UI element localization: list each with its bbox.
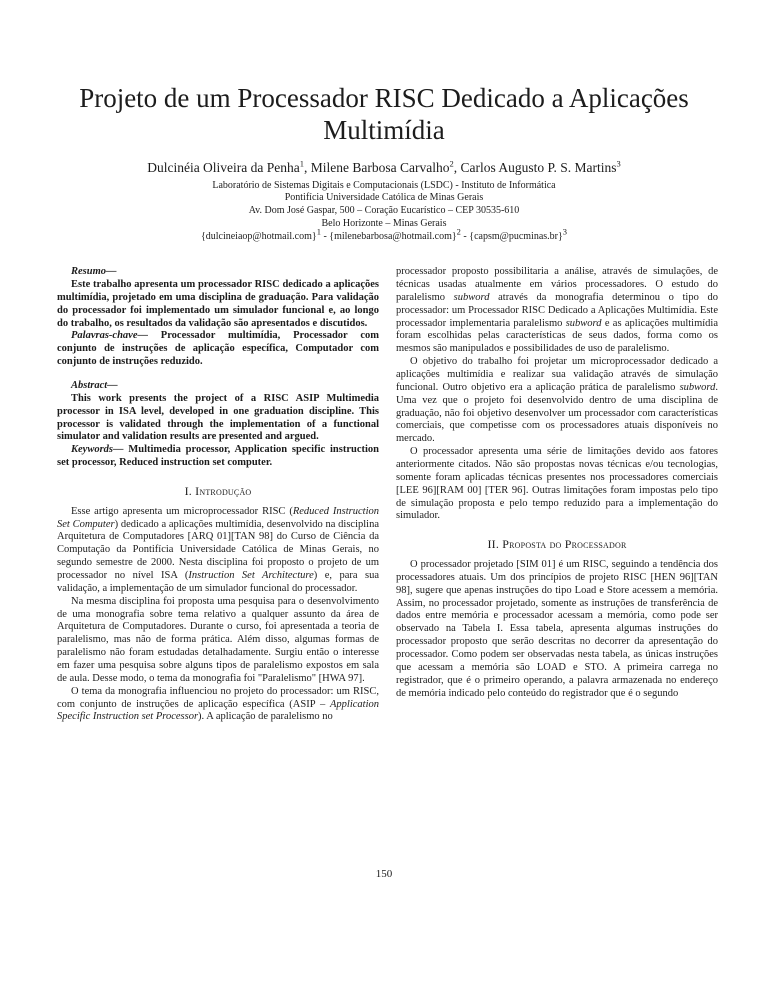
proposta-paragraph: O processador projetado [SIM 01] é um RISC, seguindo a tendência dos processadores atuais. Um dos princípios de projeto RISC [HEN 96][TAN 98], sugere que apenas instruções do tipo Load e Store acessem a memória. Assim, no processador projetado, somente as instruções de transferência de dados entre memória e processador acessam a memória, como pode ser observado na Tabela I. Essa tabela, apresenta algumas instruções do processador proposto que serão descritas no decorrer da apresentação do processador. Como podem ser observadas nesta tabela, as únicas instruções que acessam a memória são LOAD e STO. A primeira carrega no registrador, que é o primeiro operando, a palavra armazenada no endereço de memória indicado pelo conteúdo do registrador que é o segundo (396, 559, 718, 699)
email-mark: 1 (316, 226, 321, 237)
resumo-label: Resumo— (71, 266, 117, 278)
intro-paragraph-continuation: processador proposto possibilitaria a análise, através de simulações, de técnicas usadas atualmente em vários processadores. O estudo do paralelismo subword através da monografia determinou o tipo do processador: um Processador RISC Dedicado a Aplicações Multimídia. Este processador implementaria paralelismo subword e as aplicações multimídia foram escolhidas pelas características de seus dados, forma como os mesmos são manipulados e possibilidades de uso de paralelismo. (396, 266, 719, 355)
affiliation-line: Av. Dom José Gaspar, 500 – Coração Eucarístico – CEP 30535-610 (248, 204, 520, 216)
email-address: {capsm@pucminas.br} (469, 231, 563, 243)
author-separator: , (453, 159, 461, 175)
email-mark: 3 (562, 226, 568, 237)
section-heading-introducao: I. Introdução (184, 484, 252, 499)
intro-paragraph: O objetivo do trabalho foi projetar um microprocessador dedicado a aplicações multimídia e realizar sua validação através de simulação funcional. Outro objetivo era a aplicação prática de paralelismo subword. Uma vez que o projeto foi desenvolvido dentro de uma disciplina de graduação, não foi objetivo desenvolver um processador com características comerciais, que competisse com os processadores atuais disponíveis no mercado. (396, 356, 718, 445)
body-columns (57, 266, 718, 724)
author-name: Dulcinéia Oliveira da Penha (147, 159, 300, 175)
email-address: {milenebarbosa@hotmail.com} (329, 231, 457, 243)
intro-paragraph: Esse artigo apresenta um microprocessador RISC (Reduced Instruction Set Computer) dedicado a aplicações multimídia, desenvolvido na disciplina Arquitetura de Computadores [ARQ 01][TAN 98] do Curso de Ciência da Computação da Pontifícia Universidade Católica de Minas Gerais, no segundo semestre de 2000. Nesta disciplina foi proposto o projeto de um processador no nível ISA (Instruction Set Architecture) e, para sua validação, a implementação de um simulador funcional do processador. (57, 505, 380, 594)
affiliation-line: Laboratório de Sistemas Digitais e Computacionais (LSDC) - Instituto de Informática (212, 179, 556, 191)
intro-paragraph: O tema da monografia influenciou no projeto do processador: um RISC, com conjunto de instruções de aplicação específica (ASIP – Application Specific Instruction set Processor). A aplicação de paralelismo no (57, 685, 379, 723)
email-separator: - (320, 231, 330, 243)
intro-paragraph: Na mesma disciplina foi proposta uma pesquisa para o desenvolvimento de uma monografia sobre tema relativo a qualquer assunto da área de Arquitetura de Computadores. Durante o curso, foi apresentada a teoria de paralelismo, mas não de forma prática. Além disso, algumas formas de paralelismo não foram estudadas detalhadamente. Surgiu então o interesse em fazer uma pesquisa sobre alguns tipos de paralelismo expostos em sala de aula. Desse modo, o tema da monografia foi "Paralelismo" [HWA 97]. (57, 595, 379, 684)
affiliation-block (0, 180, 768, 230)
page-title: Projeto de um Processador RISC Dedicado a Aplicações Multimídia (79, 83, 689, 146)
emails-line (0, 226, 768, 243)
right-column (396, 266, 718, 724)
affiliation-line: Belo Horizonte – Minas Gerais (321, 217, 447, 229)
authors-line (0, 160, 768, 176)
abstract-label: Abstract— (71, 380, 118, 392)
author-affiliation-mark: 3 (616, 158, 621, 169)
email-mark: 2 (456, 226, 461, 237)
author-affiliation-mark: 1 (299, 158, 305, 169)
author-name: Milene Barbosa Carvalho (310, 159, 450, 175)
affiliation-line: Pontifícia Universidade Católica de Minas Gerais (284, 192, 484, 204)
palavras-chave-text: Palavras-chave— Processador multimídia, Processador com conjunto de instruções de aplicação específica, Computador com conjunto de instruções reduzido. (57, 330, 379, 368)
email-separator: - (460, 231, 470, 243)
abstract-text: This work presents the project of a RISC ASIP Multimedia processor in ISA level, developed in one graduation discipline. This processor is validated through the implementation of a functional simulator and validation results are presented and argued. (57, 392, 379, 443)
left-column (57, 266, 379, 724)
email-address: {dulcineiaop@hotmail.com} (200, 231, 317, 243)
author-separator: , (304, 159, 311, 175)
page-number: 150 (375, 868, 393, 880)
author-name: Carlos Augusto P. S. Martins (460, 159, 617, 175)
author-affiliation-mark: 2 (449, 158, 454, 169)
keywords-text: Keywords— Multimedia processor, Application specific instruction set processor, Reduced instruction set computer. (57, 444, 379, 469)
resumo-text: Este trabalho apresenta um processador RISC dedicado a aplicações multimídia, projetado em uma disciplina de graduação. Para validação do processador foi implementado um simulador funcional e, ao longo do trabalho, os resultados da validação são apresentados e discutidos. (57, 279, 379, 329)
intro-paragraph: O processador apresenta uma série de limitações devido aos fatores anteriormente citados. Não são propostas novas técnicas e/ou tecnologias, somente foram aplicadas técnicas presentes nos processadores comerciais [LEE 96][RAM 00] [TER 96]. Outras limitações foram impostas pelo tipo de simulação proposta e pelo tempo reduzido para a implementação do simulador. (396, 446, 718, 522)
section-heading-proposta: II. Proposta do Processador (487, 537, 627, 552)
